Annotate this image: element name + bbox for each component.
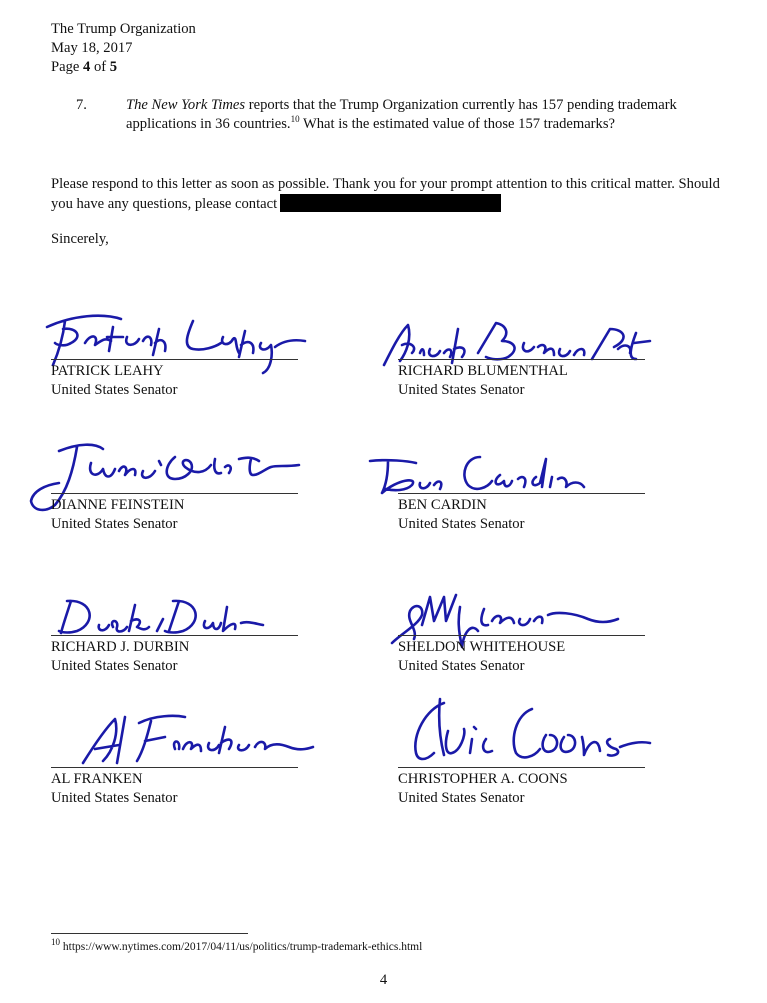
footnote-ref: 10 — [290, 113, 300, 124]
signature-franken — [79, 709, 319, 779]
signature-coons — [404, 695, 654, 775]
publication-name: The New York Times — [126, 97, 246, 113]
signature-line — [51, 359, 298, 360]
signatory-name: SHELDON WHITEHOUSE — [398, 639, 566, 655]
signatory-name: RICHARD BLUMENTHAL — [398, 363, 568, 379]
signatory-name: AL FRANKEN — [51, 771, 143, 787]
header-page-current: 4 — [83, 59, 91, 75]
signatory-name: DIANNE FEINSTEIN — [51, 497, 185, 513]
footnote-divider — [51, 933, 248, 934]
redaction-box — [280, 194, 501, 212]
footnote-url: https://www.nytimes.com/2017/04/11/us/politics/trump-trademark-ethics.html — [62, 941, 423, 953]
signature-line — [398, 635, 645, 636]
signatory-name: RICHARD J. DURBIN — [51, 639, 190, 655]
header-date: May 18, 2017 — [51, 40, 133, 56]
signature-line — [51, 635, 298, 636]
signatory-title: United States Senator — [51, 658, 178, 674]
signatory-title: United States Senator — [51, 790, 178, 806]
signature-line — [51, 767, 298, 768]
signatory-name: BEN CARDIN — [398, 497, 487, 513]
page-number: 4 — [379, 972, 388, 988]
header-organization: The Trump Organization — [51, 21, 196, 37]
signatory-title: United States Senator — [398, 516, 525, 532]
letter-header — [51, 20, 196, 77]
signatory-title: United States Senator — [51, 516, 178, 532]
signatory-title: United States Senator — [398, 790, 525, 806]
signature-line — [398, 767, 645, 768]
signature-line — [398, 359, 645, 360]
item-number: 7. — [76, 97, 87, 113]
signatory-name: PATRICK LEAHY — [51, 363, 164, 379]
sign-off: Sincerely, — [51, 231, 109, 247]
signature-line — [51, 493, 298, 494]
item-text: The New York Times reports that the Trump Organization currently has 157 pending trademark applications in 36 countries.$^{10}$ What is the estimated value of those 157 trademarks? — [126, 97, 677, 132]
closing-paragraph: Please respond to this letter as soon as possible. Thank you for your prompt attention to this critical matter. Should you have any questions, please contact — [51, 176, 720, 212]
signatory-title: United States Senator — [51, 382, 178, 398]
signatory-title: United States Senator — [398, 382, 525, 398]
signature-line — [398, 493, 645, 494]
signatory-name: CHRISTOPHER A. COONS — [398, 771, 568, 787]
footnote-number: 10 — [51, 937, 60, 948]
signatory-title: United States Senator — [398, 658, 525, 674]
header-page: Page 4 of 5 — [51, 59, 118, 75]
footnote — [51, 937, 423, 954]
header-page-total: 5 — [109, 59, 118, 75]
